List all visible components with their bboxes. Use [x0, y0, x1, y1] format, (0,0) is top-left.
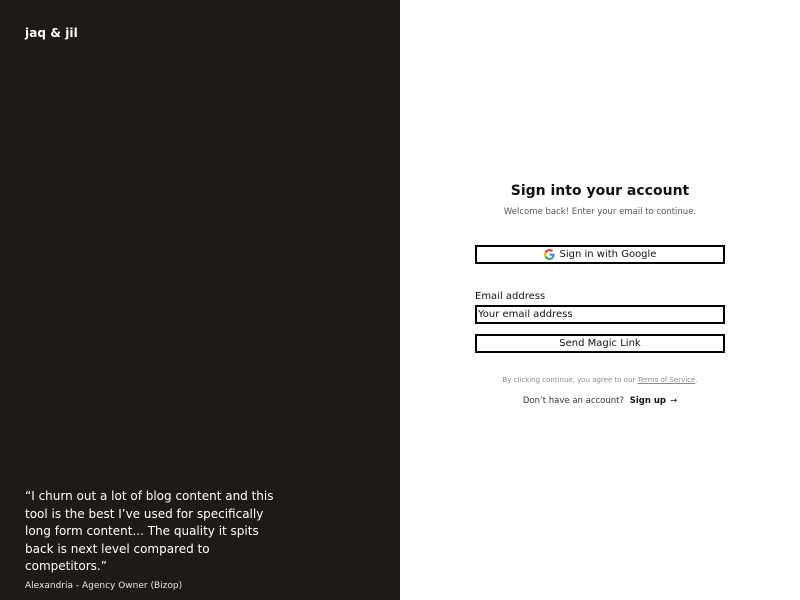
brand-logo[interactable]: jaq & jil	[25, 26, 78, 40]
google-icon	[544, 249, 555, 260]
testimonial-quote: “I churn out a lot of blog content and this tool is the best I’ve used for specifically long form content... The quality it spits back is next level compared to competitors.”	[25, 489, 274, 573]
page-subtitle: Welcome back! Enter your email to continue.	[503, 207, 697, 217]
google-signin-button[interactable]	[475, 245, 725, 264]
email-input[interactable]	[475, 305, 725, 324]
testimonial	[25, 488, 275, 591]
arrow-right-icon: →	[669, 396, 678, 406]
terms-suffix: .	[695, 376, 698, 384]
terms-notice	[475, 376, 725, 384]
signup-link-label: Sign up	[629, 396, 666, 406]
send-magic-link-button[interactable]: Send Magic Link	[475, 334, 725, 353]
google-signin-label: Sign in with Google	[559, 249, 657, 260]
signup-prompt: Don’t have an account?	[522, 396, 625, 406]
signup-row	[475, 396, 725, 406]
signin-form	[475, 181, 725, 406]
testimonial-author: Alexandria - Agency Owner (Bizop)	[25, 580, 183, 591]
page-title: Sign into your account	[510, 183, 690, 199]
terms-prefix: By clicking continue, you agree to our	[502, 376, 638, 384]
signup-link[interactable]	[630, 396, 677, 406]
email-label: Email address	[475, 291, 546, 302]
terms-of-service-link[interactable]: Terms of Service	[637, 376, 696, 384]
signin-panel	[400, 0, 800, 600]
